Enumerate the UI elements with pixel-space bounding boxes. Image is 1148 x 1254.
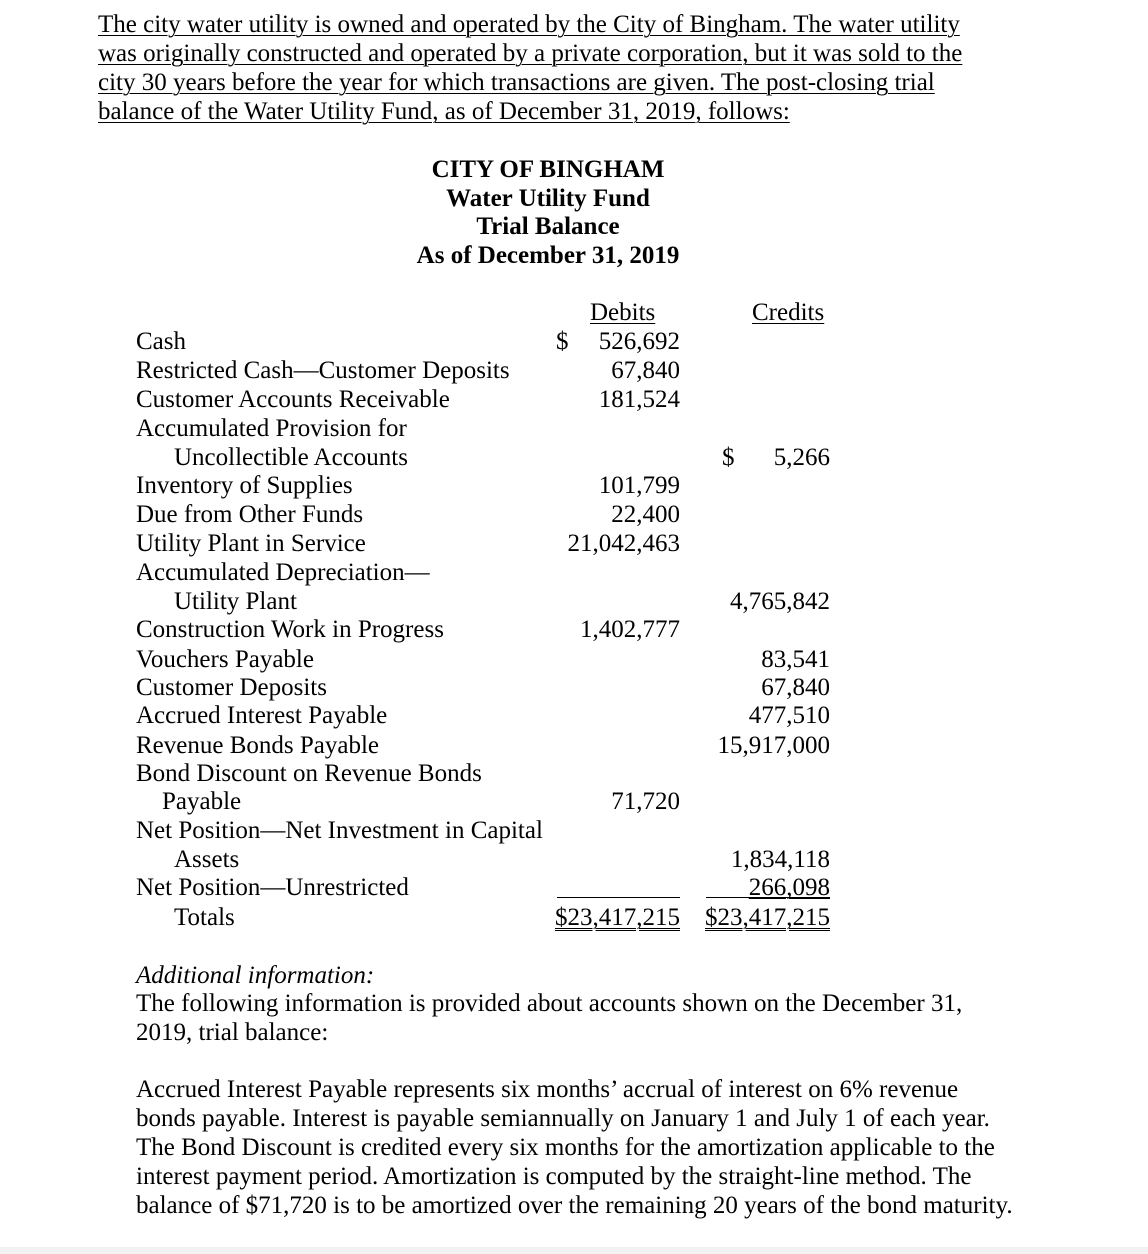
- row-utility-plant-label: Utility Plant in Service: [136, 530, 366, 557]
- row-due-from-label: Due from Other Funds: [136, 501, 364, 528]
- credit-subtotal-rule: [706, 897, 830, 898]
- report-fund-name: Water Utility Fund: [446, 185, 650, 212]
- row-net-invest-credit: 1,834,118: [730, 846, 830, 873]
- row-provision-label-1: Accumulated Provision for: [136, 415, 407, 442]
- row-bond-discount-label-1: Bond Discount on Revenue Bonds: [136, 760, 482, 787]
- row-revenue-bonds-label: Revenue Bonds Payable: [136, 732, 380, 759]
- row-inventory-debit: 101,799: [598, 472, 680, 499]
- row-utility-plant-debit: 21,042,463: [567, 530, 680, 557]
- row-cash-debit: 526,692: [598, 328, 680, 355]
- row-totals-debit: $23,417,215: [555, 904, 680, 931]
- debit-subtotal-rule: [557, 897, 680, 898]
- row-accrued-interest-label: Accrued Interest Payable: [136, 702, 388, 729]
- report-date: As of December 31, 2019: [416, 242, 680, 269]
- row-revenue-bonds-credit: 15,917,000: [717, 732, 830, 759]
- row-bond-discount-debit: 71,720: [611, 788, 680, 815]
- additional-info-paragraph-2: Accrued Interest Payable represents six months’ accrual of interest on 6% revenue bonds payable. Interest is payable semiannually on January 1 and July 1 of each year. The Bond Discount is credited every six months for the amortization applicable to the interest payment period. Amortization is computed by the straight-line method. The balance of $71,720 is to be amortized over the remaining 20 years of the bond maturity.: [136, 1076, 1013, 1219]
- row-provision-label-2: Uncollectible Accounts: [174, 444, 408, 471]
- row-vouchers-credit: 83,541: [761, 646, 830, 673]
- credits-column-header: Credits: [752, 299, 825, 326]
- additional-info-paragraph-1: The following information is provided about accounts shown on the December 31, 2019, trial balance:: [136, 990, 963, 1046]
- report-entity-name: CITY OF BINGHAM: [431, 156, 665, 183]
- row-net-unrestricted-credit: 266,098: [748, 874, 830, 901]
- row-customer-deposits-credit: 67,840: [761, 674, 830, 701]
- debits-column-header: Debits: [590, 299, 656, 326]
- row-restricted-cash-debit: 67,840: [611, 357, 680, 384]
- row-accum-depr-credit: 4,765,842: [730, 588, 830, 615]
- report-title: Trial Balance: [476, 213, 620, 240]
- additional-info-heading: Additional information:: [136, 962, 375, 989]
- row-net-invest-label-1: Net Position—Net Investment in Capital: [136, 817, 543, 844]
- row-construction-debit: 1,402,777: [580, 616, 680, 643]
- row-accrued-interest-credit: 477,510: [748, 702, 830, 729]
- page-bottom-band: [0, 1247, 1148, 1254]
- currency-symbol: $: [556, 328, 569, 355]
- currency-symbol: $: [722, 444, 735, 471]
- row-vouchers-label: Vouchers Payable: [136, 646, 314, 673]
- row-accounts-receivable-label: Customer Accounts Receivable: [136, 386, 450, 413]
- row-due-from-debit: 22,400: [611, 501, 680, 528]
- row-bond-discount-label-2: Payable: [162, 788, 242, 815]
- row-accum-depr-label-1: Accumulated Depreciation—: [136, 559, 430, 586]
- row-totals-label: Totals: [174, 904, 235, 931]
- row-totals-credit: $23,417,215: [705, 904, 830, 931]
- row-cash-label: Cash: [136, 328, 186, 355]
- row-net-unrestricted-label: Net Position—Unrestricted: [136, 874, 409, 901]
- row-provision-credit: 5,266: [773, 444, 830, 471]
- row-restricted-cash-label: Restricted Cash—Customer Deposits: [136, 357, 510, 384]
- row-construction-label: Construction Work in Progress: [136, 616, 444, 643]
- intro-paragraph: The city water utility is owned and operated by the City of Bingham. The water utility was originally constructed and operated by a private corporation, but it was sold to the city 30 years before the year for which transactions are given. The post-closing trial balance of the Water Utility Fund, as of December 31, 2019, follows:: [98, 11, 963, 125]
- row-net-invest-label-2: Assets: [174, 846, 240, 873]
- row-accounts-receivable-debit: 181,524: [598, 386, 680, 413]
- row-customer-deposits-label: Customer Deposits: [136, 674, 327, 701]
- row-accum-depr-label-2: Utility Plant: [174, 588, 297, 615]
- row-inventory-label: Inventory of Supplies: [136, 472, 353, 499]
